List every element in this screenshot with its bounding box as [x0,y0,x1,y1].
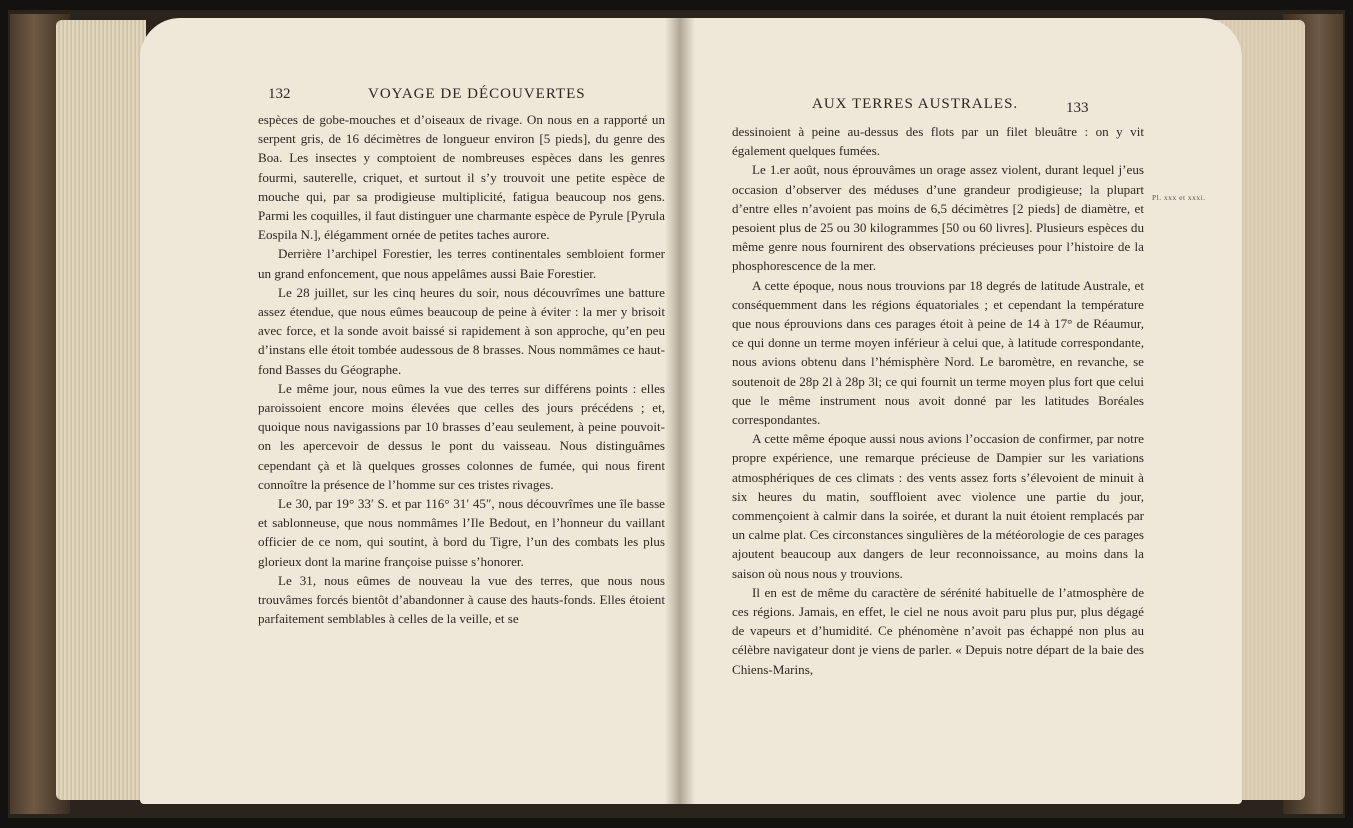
paragraph: dessinoient à peine au-dessus des flots par un filet bleuâtre : on y vit également quelques fumées. [732,124,1144,159]
margin-note: Pl. xxx et xxxi. [1152,193,1206,202]
right-running-head: AUX TERRES AUSTRALES. [812,96,1019,112]
right-page-text [732,122,1144,679]
paragraph: A cette même époque aussi nous avions l’occasion de confirmer, par notre propre expérience, une remarque précieuse de Dampier sur les variations atmosphériques de ces climats : des vents assez forts s’élevoient de minuit à six heures du matin, souffloient avec violence une partie du jour, commençoient à calmir dans la soirée, et durant la nuit étoient remplacés par un calme plat. Ces circonstances singulières de la météorologie de ces parages ajoutent beaucoup aux dangers de leur reconnoissance, au moins dans la saison où nous nous y trouvions. [732,431,1144,581]
left-page-number: 132 [268,86,291,102]
paragraph: espèces de gobe-mouches et d’oiseaux de rivage. On nous en a rapporté un serpent gris, de 16 décimètres de longueur environ [5 pieds], du genre des Boa. Les insectes y comptoient de nombreuses espèces dans les genres fourmi, sauterelle, criquet, et surtout il s’y trouvoit une petite espèce de mouche qui, par sa prodigieuse multiplicité, fatigua beaucoup nos gens. Parmi les coquilles, il faut distinguer une charmante espèce de Pyrule [Pyrula Eospila N.], élégamment ornée de petites taches aurore. [258,112,665,243]
right-page-number: 133 [1066,100,1089,116]
paragraph: Le 1.er août, nous éprouvâmes un orage assez violent, durant lequel j’eus occasion d’observer des méduses d’une grandeur prodigieuse; la plupart d’entre elles n’avoient pas moins de 6,5 décimètres [2 pieds] de diamètre, et pesoient plus de 25 ou 30 kilogrammes [50 ou 60 livres]. Plusieurs espèces du même genre nous fournirent des observations précieuses pour l’histoire de la phosphorescence de la mer. [732,162,1144,274]
book-gutter [665,18,695,804]
paragraph: Le même jour, nous eûmes la vue des terres sur différens points : elles paroissoient encore moins élevées que celles des jours précédens ; et, quoique nous navigassions par 10 brasses d’eau seulement, à peine pouvoit-on les apercevoir de dessus le pont du vaisseau. Nous distinguâmes cependant çà et là quelques grosses colonnes de fumée, qui nous firent connoître la présence de l’homme sur ces tristes rivages. [258,380,665,492]
paragraph: Il en est de même du caractère de sérénité habituelle de l’atmosphère de ces régions. Jamais, en effet, le ciel ne nous avoit paru plus pur, plus dégagé de vapeurs et d’humidité. Ce phénomène n’avoit pas échappé non plus au célèbre navigateur dont je viens de parler. « Depuis notre départ de la baie des Chiens-Marins, [732,584,1144,677]
paragraph: Le 31, nous eûmes de nouveau la vue des terres, que nous nous trouvâmes forcés bientôt d’abandonner à cause des hauts-fonds. Elles étoient parfaitement semblables à celles de la veille, et se [258,572,665,627]
paragraph: Le 28 juillet, sur les cinq heures du soir, nous découvrîmes une batture assez étendue, que nous eûmes beaucoup de peine à éviter : la mer y brisoit avec force, et la sonde avoit baissé si rapidement à son approche, qu’en peu d’instans elle étoit tombée audessous de 8 brasses. Nous nommâmes ce haut-fond Basses du Géographe. [258,284,665,377]
left-page [140,18,680,804]
paragraph: A cette époque, nous nous trouvions par 18 degrés de latitude Australe, et conséquemment dans les régions équatoriales ; et cependant la température que nous éprouvions dans ces parages étoit à peine de 14 à 17° de Réaumur, ce qui donne un terme moyen inférieur à celui que, à latitude correspondante, nous avions obtenu dans l’hémisphère Nord. Le baromètre, en revanche, se soutenoit de 28p 2l à 28p 3l; ce qui fournit un terme moyen plus fort que celui que le même instrument nous avoit donné par les latitudes Boréales correspondantes. [732,277,1144,428]
left-page-text [258,110,665,628]
left-page-edges [56,20,146,800]
paragraph: Derrière l’archipel Forestier, les terres continentales sembloient former un grand enfoncement, que nous appelâmes aussi Baie Forestier. [258,246,665,281]
right-page [680,18,1242,804]
left-running-head: VOYAGE DE DÉCOUVERTES [368,86,586,102]
paragraph: Le 30, par 19° 33′ S. et par 116° 31′ 45″, nous découvrîmes une île basse et sablonneuse, que nous nommâmes l’Ile Bedout, en l’honneur du vaillant officier de ce nom, qui soutint, à bord du Tigre, l’un des combats les plus glorieux dont la marine françoise puisse s’honorer. [258,496,665,569]
